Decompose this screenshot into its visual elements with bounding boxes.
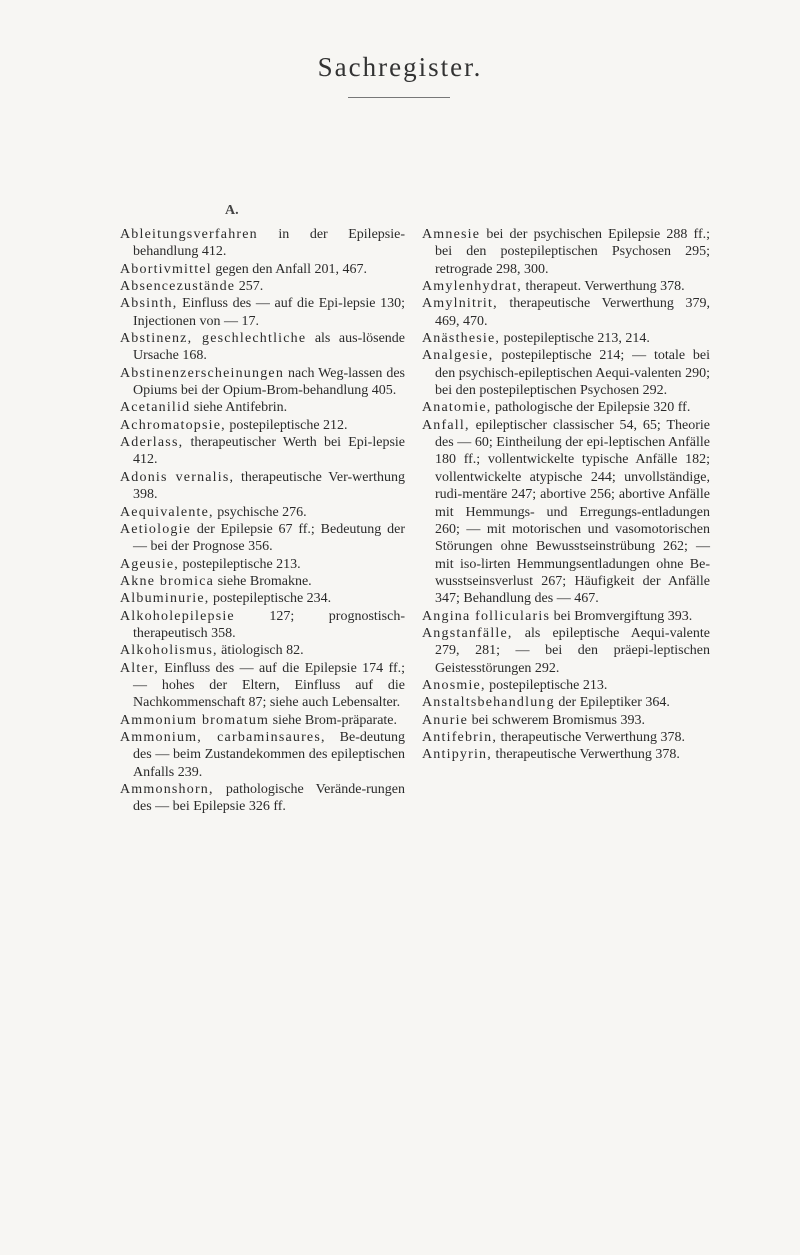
- index-term: Anästhesie,: [422, 331, 501, 347]
- index-entry: [422, 694, 710, 711]
- index-term: Anurie: [422, 712, 469, 728]
- index-term: Aequivalente,: [120, 504, 214, 520]
- index-entry: [422, 347, 710, 399]
- index-term: Alkoholismus,: [120, 643, 218, 659]
- index-entry: [422, 746, 710, 763]
- index-text: in der Epilepsie-behandlung 412.: [133, 227, 405, 260]
- index-text: ätiologisch 82.: [217, 643, 304, 659]
- index-entry: [120, 660, 405, 712]
- index-term: Anatomie,: [422, 400, 492, 416]
- index-entry: [120, 504, 405, 521]
- index-term: Anosmie,: [422, 677, 486, 693]
- index-entry: [422, 226, 710, 278]
- index-entry: [120, 261, 405, 278]
- index-entry: [120, 556, 405, 573]
- index-text: der Epilepsie 67 ff.; Bedeutung der — bei der Prognose 356.: [133, 521, 405, 555]
- index-term: Ammonshorn,: [120, 782, 214, 797]
- index-text: als aus-lösende Ursache 168.: [133, 331, 405, 364]
- index-entry: [120, 399, 405, 416]
- index-entry: [120, 642, 405, 659]
- index-text: postepileptische 213.: [485, 677, 608, 693]
- index-entry: [422, 330, 710, 347]
- index-text: siehe Antifebrin.: [190, 400, 288, 416]
- index-term: Antifebrin,: [422, 729, 498, 745]
- index-entry: [120, 330, 405, 365]
- index-text: postepileptische 213, 214.: [500, 331, 650, 347]
- left-column: [120, 226, 405, 816]
- index-term: Absinth,: [120, 296, 178, 312]
- index-entry: [422, 625, 710, 677]
- index-term: Abstinenz, geschlechtliche: [120, 331, 307, 347]
- page-title: Sachregister.: [317, 52, 483, 82]
- index-text: Einfluss des — auf die Epilepsie 174 ff.; — hohes der Eltern, Einfluss auf die Nachkommenschaft 87; siehe auch Lebensalter.: [133, 660, 405, 711]
- index-entry: [120, 729, 405, 781]
- index-text: epileptischer classischer 54, 65; Theorie des — 60; Eintheilung der epi-leptischen Anfälle 180 ff.; vollentwickelte typische Anfälle 182; vollentwickelte atypische 244; unvollständige, rudi-mentäre 247; abortive 256; abortive Anfälle mit Hemmungs- und Erregungs-entladungen 260; — mit motorischen und vasomotorischen Störungen ohne Bewusstseinstrübung 262; — mit iso-lirten Hemmungsentladungen ohne Be-wusstseinsverlust 267; Häufigkeit der Anfälle 347; Behandlung des — 467.: [435, 417, 710, 607]
- index-entry: [422, 677, 710, 694]
- index-term: Abortivmittel: [120, 261, 212, 277]
- index-entry: [422, 295, 710, 330]
- index-entry: [422, 712, 710, 729]
- index-term: Anstaltsbehandlung: [422, 695, 555, 711]
- index-term: Amnesie: [422, 227, 481, 242]
- index-term: Ammonium, carbaminsaures,: [120, 729, 326, 745]
- index-text: postepileptische 234.: [209, 591, 332, 607]
- right-column: [422, 226, 710, 764]
- index-entry: [422, 278, 710, 295]
- index-text: pathologische der Epilepsie 320 ff.: [491, 400, 691, 416]
- index-term: Antipyrin,: [422, 747, 492, 763]
- index-text: 257.: [235, 279, 264, 295]
- index-term: Absencezustände: [120, 279, 236, 295]
- index-entry: [120, 365, 405, 400]
- index-text: therapeutische Ver-werthung 398.: [133, 469, 405, 503]
- index-term: Aderlass,: [120, 435, 184, 451]
- index-text: nach Weg-lassen des Opiums bei der Opium-Brom-behandlung 405.: [133, 365, 405, 399]
- index-text: siehe Bromakne.: [214, 573, 312, 589]
- index-entry: [120, 712, 405, 729]
- index-term: Akne bromica: [120, 573, 215, 589]
- index-term: Ammonium bromatum: [120, 712, 270, 728]
- index-term: Alter,: [120, 660, 159, 676]
- section-letter: A.: [225, 203, 239, 218]
- index-entry: [120, 469, 405, 504]
- index-entry: [422, 729, 710, 746]
- index-term: Ableitungsverfahren: [120, 227, 258, 242]
- index-term: Albuminurie,: [120, 591, 210, 607]
- index-term: Amylenhydrat,: [422, 279, 522, 295]
- index-text: therapeutische Verwerthung 379, 469, 470.: [435, 296, 710, 329]
- index-entry: [120, 278, 405, 295]
- index-text: bei der psychischen Epilepsie 288 ff.; bei den postepileptischen Psychosen 295; retrograde 298, 300.: [435, 227, 710, 277]
- index-term: Analgesie,: [422, 348, 494, 364]
- index-text: bei Bromvergiftung 393.: [550, 608, 693, 624]
- index-text: 127; prognostisch-therapeutisch 358.: [133, 608, 405, 641]
- index-term: Alkoholepilepsie: [120, 608, 235, 624]
- index-text: der Epileptiker 364.: [554, 695, 670, 711]
- index-text: Be-deutung des — beim Zustandekommen des epileptischen Anfalls 239.: [133, 729, 405, 780]
- index-entry: [120, 226, 405, 261]
- index-entry: [120, 434, 405, 469]
- index-entry: [120, 417, 405, 434]
- index-entry: [120, 608, 405, 643]
- index-text: therapeutische Verwerthung 378.: [497, 729, 685, 745]
- index-term: Angstanfälle,: [422, 625, 513, 641]
- index-text: bei schwerem Bromismus 393.: [468, 712, 645, 728]
- index-entry: [120, 590, 405, 607]
- index-entry: [120, 295, 405, 330]
- index-text: psychische 276.: [213, 504, 307, 520]
- index-term: Aetiologie: [120, 521, 192, 537]
- index-text: als epileptische Aequi-valente 279, 281; — bei den präepi-leptischen Geistesstörungen 292.: [435, 625, 710, 676]
- index-text: therapeutischer Werth bei Epi-lepsie 412.: [133, 435, 405, 468]
- index-term: Adonis vernalis,: [120, 469, 235, 485]
- index-text: postepileptische 213.: [178, 556, 301, 572]
- index-entry: [120, 573, 405, 590]
- index-entry: [120, 781, 405, 816]
- index-term: Ageusie,: [120, 556, 179, 572]
- index-term: Angina follicularis: [422, 608, 551, 624]
- index-text: pathologische Verände-rungen des — bei Epilepsie 326 ff.: [133, 782, 405, 815]
- index-text: Einfluss des — auf die Epi-lepsie 130; Injectionen von — 17.: [133, 296, 405, 329]
- title-divider: [348, 97, 450, 98]
- index-entry: [422, 608, 710, 625]
- index-text: therapeutische Verwerthung 378.: [491, 747, 680, 763]
- index-text: therapeut. Verwerthung 378.: [521, 279, 685, 295]
- index-text: postepileptische 212.: [225, 417, 348, 433]
- index-text: siehe Brom-präparate.: [269, 712, 398, 728]
- index-entry: [422, 417, 710, 608]
- index-entry: [422, 399, 710, 416]
- index-entry: [120, 521, 405, 556]
- index-text: gegen den Anfall 201, 467.: [211, 261, 367, 277]
- index-term: Amylnitrit,: [422, 296, 498, 312]
- index-term: Achromatopsie,: [120, 417, 226, 433]
- index-term: Acetanilid: [120, 400, 191, 416]
- index-term: Anfall,: [422, 417, 470, 433]
- index-term: Abstinenzerscheinungen: [120, 365, 285, 381]
- index-text: postepileptische 214; — totale bei den psychisch-epileptischen Aequi-valenten 290; bei den postepileptischen Psychosen 292.: [435, 348, 710, 399]
